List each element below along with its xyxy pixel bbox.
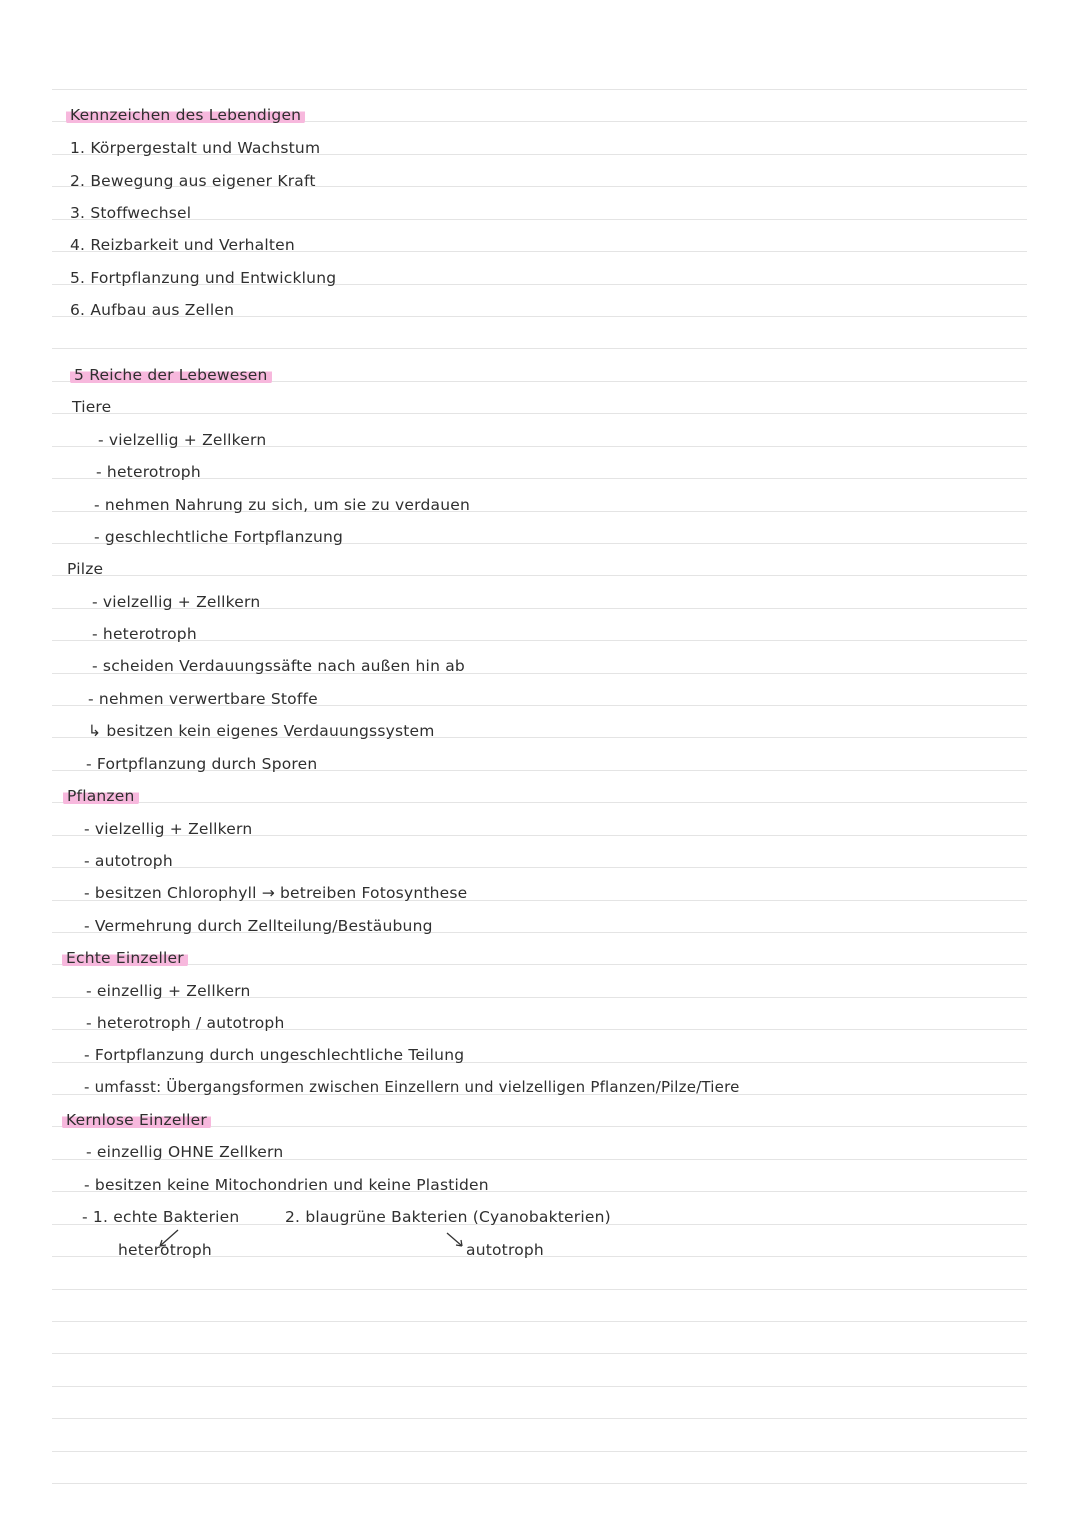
kernlose-note-autotroph: autotroph [466, 1241, 544, 1259]
tiere-item: - heterotroph [96, 463, 201, 481]
rule-line [52, 413, 1027, 414]
rule-line [52, 89, 1027, 90]
rule-line [52, 219, 1027, 220]
pilze-item: - nehmen verwertbare Stoffe [88, 690, 318, 708]
heading-characteristics-text: Kennzeichen des Lebendigen [66, 106, 305, 124]
rule-line [52, 867, 1027, 868]
kingdom-title-einzeller-text: Echte Einzeller [62, 949, 188, 967]
pilze-item: - Fortpflanzung durch Sporen [86, 755, 318, 773]
rule-line [52, 1418, 1027, 1419]
kingdom-title-tiere: Tiere [72, 398, 112, 416]
pilze-item: ↳ besitzen kein eigenes Verdauungssystem [88, 722, 435, 740]
rule-line [52, 802, 1027, 803]
kingdom-title-einzeller [62, 948, 188, 968]
kingdom-title-pflanzen-text: Pflanzen [63, 787, 139, 805]
kernlose-bacteria-a: - 1. echte Bakterien [82, 1208, 240, 1226]
heading-kingdoms [70, 365, 272, 385]
pilze-item: - heterotroph [92, 625, 197, 643]
heading-characteristics [66, 105, 305, 125]
pflanzen-item: - Vermehrung durch Zellteilung/Bestäubung [84, 917, 433, 935]
kernlose-note-heterotroph: heterotroph [118, 1241, 212, 1259]
einzeller-item: - heterotroph / autotroph [86, 1014, 285, 1032]
pflanzen-item: - besitzen Chlorophyll → betreiben Fotosynthese [84, 884, 468, 902]
rule-line [52, 964, 1027, 965]
einzeller-item: - Fortpflanzung durch ungeschlechtliche Teilung [84, 1046, 465, 1064]
rule-line [52, 1451, 1027, 1452]
kernlose-item: - besitzen keine Mitochondrien und keine Plastiden [84, 1176, 489, 1194]
kingdom-title-kernlose [62, 1110, 211, 1130]
rule-line [52, 1321, 1027, 1322]
rule-line [52, 1289, 1027, 1290]
pflanzen-item: - autotroph [84, 852, 173, 870]
characteristic-item: 6. Aufbau aus Zellen [70, 301, 235, 319]
kernlose-item: - einzellig OHNE Zellkern [86, 1143, 284, 1161]
rule-line [52, 1483, 1027, 1484]
arrow-autotroph-icon [447, 1233, 462, 1246]
tiere-item: - geschlechtliche Fortpflanzung [94, 528, 344, 546]
rule-line [52, 1353, 1027, 1354]
rule-line [52, 1386, 1027, 1387]
rule-line [52, 348, 1027, 349]
characteristic-item: 4. Reizbarkeit und Verhalten [70, 236, 295, 254]
kingdom-title-pilze: Pilze [67, 560, 104, 578]
characteristic-item: 1. Körpergestalt und Wachstum [70, 139, 321, 157]
characteristic-item: 2. Bewegung aus eigener Kraft [70, 172, 316, 190]
tiere-item: - vielzellig + Zellkern [98, 431, 267, 449]
einzeller-item: - einzellig + Zellkern [86, 982, 251, 1000]
characteristic-item: 3. Stoffwechsel [70, 204, 192, 222]
kernlose-bacteria-b: 2. blaugrüne Bakterien (Cyanobakterien) [285, 1208, 611, 1226]
pilze-item: - scheiden Verdauungssäfte nach außen hin ab [92, 657, 465, 675]
kingdom-title-pflanzen [63, 786, 139, 806]
tiere-item: - nehmen Nahrung zu sich, um sie zu verdauen [94, 496, 470, 514]
arrowhead-autotroph-icon [456, 1240, 462, 1246]
pilze-item: - vielzellig + Zellkern [92, 593, 261, 611]
einzeller-item: - umfasst: Übergangsformen zwischen Einzellern und vielzelligen Pflanzen/Pilze/Tiere [84, 1078, 740, 1096]
rule-line [52, 640, 1027, 641]
characteristic-item: 5. Fortpflanzung und Entwicklung [70, 269, 337, 287]
pflanzen-item: - vielzellig + Zellkern [84, 820, 253, 838]
rule-line [52, 575, 1027, 576]
kingdom-title-kernlose-text: Kernlose Einzeller [62, 1111, 211, 1129]
heading-kingdoms-text: 5 Reiche der Lebewesen [70, 366, 272, 384]
